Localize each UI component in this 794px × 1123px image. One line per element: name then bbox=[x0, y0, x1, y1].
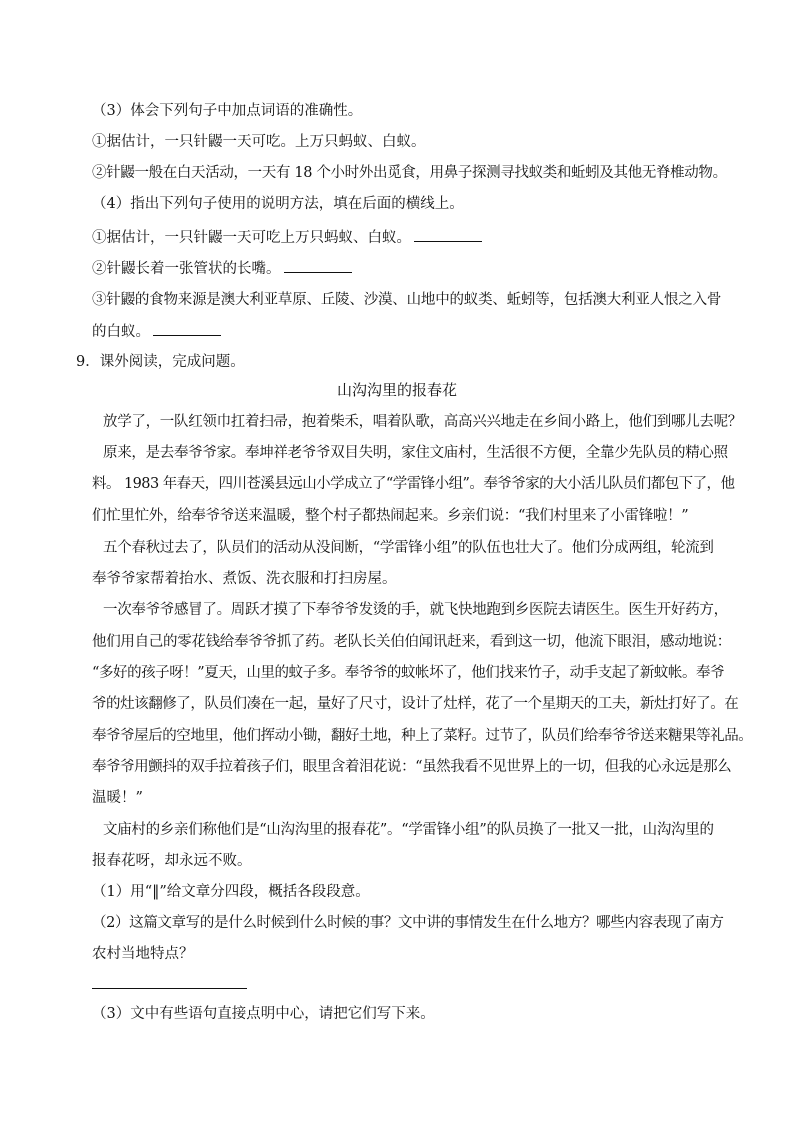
q9-sub1: （1）用“‖”给文章分四段，概括各段段意。 bbox=[92, 884, 370, 900]
answer-line[interactable] bbox=[92, 988, 247, 989]
q8-sub4-title: （4）指出下列句子使用的说明方法，填在后面的横线上。 bbox=[92, 196, 464, 212]
q8-sub4-item3-text: 的白蚁。 bbox=[92, 324, 150, 340]
q8-sub4-item2 bbox=[92, 258, 352, 278]
answer-blank[interactable] bbox=[414, 227, 482, 242]
article-paragraph-3-line-1: 五个春秋过去了，队员们的活动从没间断，“学雷锋小组”的队伍也壮大了。他们分成两组，轮流到 bbox=[103, 540, 714, 556]
article-paragraph-4-line-6: 奉爷爷用颤抖的双手拉着孩子们，眼里含着泪花说：“虽然我看不见世界上的一切，但我的心永远是那么 bbox=[92, 759, 732, 775]
article-paragraph-5-line-1: 文庙村的乡亲们称他们是“山沟沟里的报春花”。“学雷锋小组”的队员换了一批又一批，山沟沟里的 bbox=[103, 822, 714, 838]
article-title: 山沟沟里的报春花 bbox=[336, 381, 457, 399]
article-paragraph-4-line-1: 一次奉爷爷感冒了。周跃才摸了下奉爷爷发烫的手，就飞快地跑到乡医院去请医生。医生开好药方， bbox=[103, 602, 728, 618]
q8-sub3-title: （3）体会下列句子中加点词语的准确性。 bbox=[92, 103, 363, 119]
answer-blank[interactable] bbox=[284, 258, 352, 273]
article-paragraph-4-line-5: 奉爷爷屋后的空地里，他们挥动小锄，翻好土地，种上了菜籽。过节了，队员们给奉爷爷送来糖果等礼品。 bbox=[92, 728, 753, 744]
article-paragraph-4-line-2: 他们用自己的零花钱给奉爷爷抓了药。老队长关伯伯闻讯赶来，看到这一切，他流下眼泪，感动地说： bbox=[92, 634, 731, 650]
q9-heading: 9．课外阅读，完成问题。 bbox=[76, 354, 245, 370]
article-paragraph-2-line-3: 们忙里忙外，给奉爷爷送来温暖，整个村子都热闹起来。乡亲们说：“我们村里来了小雷锋啦！” bbox=[92, 508, 689, 524]
q8-sub4-item2-text: ②针鼹长着一张管状的长嘴。 bbox=[92, 261, 281, 277]
article-paragraph-4-line-3: “多好的孩子呀！”夏天，山里的蚊子多。奉爷爷的蚊帐坏了，他们找来竹子，动手支起了新蚊帐。奉爷 bbox=[92, 665, 725, 681]
q8-sub4-item3-line2 bbox=[92, 321, 221, 341]
q8-sub3-item2: ②针鼹一般在白天活动，一天有 18 个小时外出觅食，用鼻子探测寻找蚁类和蚯蚓及其他无脊椎动物。 bbox=[92, 165, 727, 181]
article-paragraph-2-line-1: 原来，是去奉爷爷家。奉坤祥老爷爷双目失明，家住文庙村，生活很不方便，全靠少先队员的精心照 bbox=[103, 445, 728, 461]
article-paragraph-4-line-7: 温暖！” bbox=[92, 790, 143, 806]
article-paragraph-4-line-4: 爷的灶该翻修了，队员们凑在一起，量好了尺寸，设计了灶样，花了一个星期天的工夫，新灶打好了。在 bbox=[92, 696, 739, 712]
q8-sub4-item1 bbox=[92, 227, 482, 247]
article-paragraph-1: 放学了，一队红领巾扛着扫帚，抱着柴禾，唱着队歌，高高兴兴地走在乡间小路上，他们到哪儿去呢？ bbox=[103, 414, 742, 430]
q8-sub4-item3-line1: ③针鼹的食物来源是澳大利亚草原、丘陵、沙漠、山地中的蚁类、蚯蚓等，包括澳大利亚人恨之入骨 bbox=[92, 292, 722, 308]
q8-sub4-item1-text: ①据估计，一只针鼹一天可吃上万只蚂蚁、白蚁。 bbox=[92, 230, 411, 246]
q8-sub3-item1: ①据估计，一只针鼹一天可吃。上万只蚂蚁、白蚁。 bbox=[92, 134, 426, 150]
article-paragraph-2-line-2: 料。 1983 年春天，四川苍溪县远山小学成立了“学雷锋小组”。奉爷爷家的大小活儿队员们都包下了，他 bbox=[92, 476, 735, 492]
article-paragraph-3-line-2: 奉爷爷家帮着抬水、煮饭、洗衣服和打扫房屋。 bbox=[92, 571, 397, 587]
q9-sub2-line-1: （2）这篇文章写的是什么时候到什么时候的事？文中讲的事情发生在什么地方？哪些内容表现了南方 bbox=[92, 915, 724, 931]
q9-sub3: （3）文中有些语句直接点明中心，请把它们写下来。 bbox=[92, 1006, 435, 1022]
answer-blank[interactable] bbox=[153, 321, 221, 336]
article-paragraph-5-line-2: 报春花呀，却永远不败。 bbox=[92, 853, 252, 869]
q9-sub2-line-2: 农村当地特点？ bbox=[92, 946, 194, 962]
